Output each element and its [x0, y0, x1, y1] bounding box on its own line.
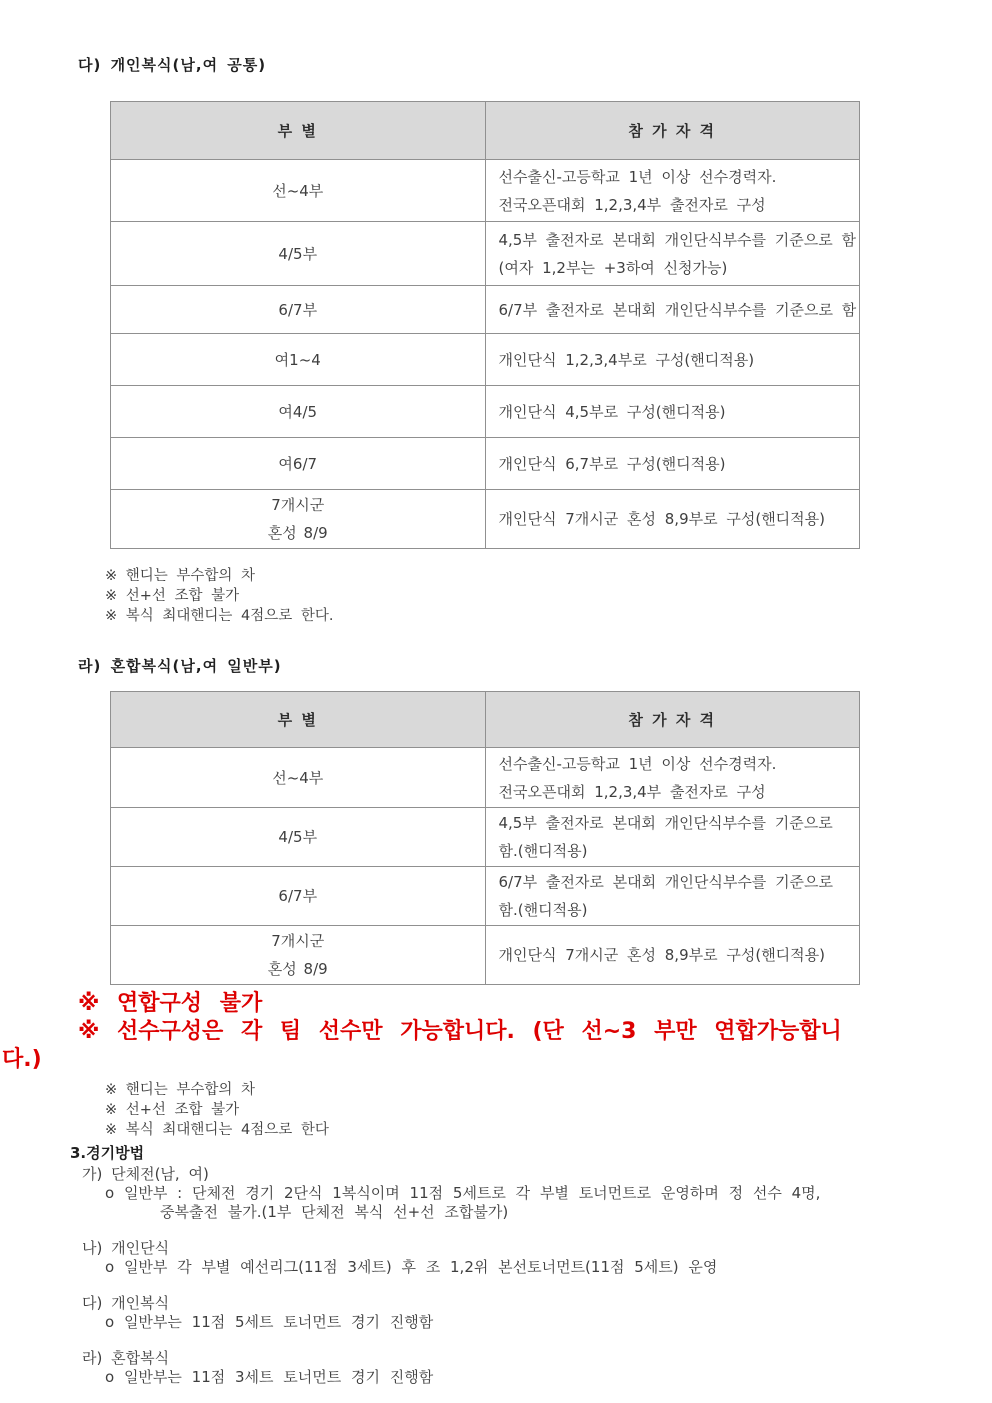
mixed-doubles-table — [110, 691, 860, 985]
note-line: ※ 핸디는 부수합의 차 — [105, 568, 256, 584]
qualification-header-cell: 참 가 자 격 — [485, 692, 860, 748]
table-row — [111, 334, 860, 386]
qualification-cell: 6/7부 출전자로 본대회 개인단식부수를 기준으로 함.(핸디적용) — [485, 867, 860, 926]
qualification-cell: 개인단식 7개시군 혼성 8,9부로 구성(핸디적용) — [485, 926, 860, 985]
qualification-cell: 4,5부 출전자로 본대회 개인단식부수를 기준으로 함 (여자 1,2부는 +3하여 신청가능) — [485, 222, 860, 286]
notes-block-1 — [105, 566, 992, 626]
table-row — [111, 160, 860, 222]
method-item — [0, 1349, 992, 1387]
qualification-cell: 6/7부 출전자로 본대회 개인단식부수를 기준으로 함 — [485, 286, 860, 334]
section-c-title: 다) 개인복식(남,여 공통) — [78, 56, 267, 74]
division-cell: 7개시군 혼성 8/9 — [111, 926, 486, 985]
table-row — [111, 867, 860, 926]
division-header-cell: 부 별 — [111, 692, 486, 748]
red-notice — [0, 990, 992, 1074]
division-cell: 4/5부 — [111, 808, 486, 867]
method-item-label: 나) 개인단식 — [82, 1239, 170, 1257]
method-item-continuation: 중복출전 불가.(1부 단체전 복식 선+선 조합불가) — [160, 1203, 509, 1221]
table-row — [111, 286, 860, 334]
table-row — [111, 386, 860, 438]
qualification-cell: 선수출신-고등학교 1년 이상 선수경력자. 전국오픈대회 1,2,3,4부 출전자로 구성 — [485, 160, 860, 222]
division-header-cell: 부 별 — [111, 102, 486, 160]
individual-doubles-table — [110, 101, 860, 549]
note-line: ※ 복식 최대핸디는 4점으로 한다 — [105, 1122, 329, 1138]
method-title: 3.경기방법 — [70, 1144, 145, 1162]
qualification-cell: 개인단식 6,7부로 구성(핸디적용) — [485, 438, 860, 490]
qualification-cell: 개인단식 4,5부로 구성(핸디적용) — [485, 386, 860, 438]
division-cell: 선~4부 — [111, 160, 486, 222]
section-d-title: 라) 혼합복식(남,여 일반부) — [78, 657, 282, 675]
qualification-cell: 개인단식 7개시군 혼성 8,9부로 구성(핸디적용) — [485, 490, 860, 549]
division-cell: 선~4부 — [111, 748, 486, 808]
division-cell: 여1~4 — [111, 334, 486, 386]
table-row — [111, 808, 860, 867]
division-cell: 6/7부 — [111, 286, 486, 334]
red-notice-line: 다.) — [2, 1047, 42, 1072]
red-notice-line: ※ 연합구성 불가 — [78, 991, 263, 1016]
method-item-label: 가) 단체전(남, 여) — [82, 1165, 209, 1183]
division-cell: 여6/7 — [111, 438, 486, 490]
method-item-label: 라) 혼합복식 — [82, 1349, 170, 1367]
division-cell: 여4/5 — [111, 386, 486, 438]
division-cell: 7개시군 혼성 8/9 — [111, 490, 486, 549]
table-row — [111, 438, 860, 490]
qualification-cell: 선수출신-고등학교 1년 이상 선수경력자. 전국오픈대회 1,2,3,4부 출전자로 구성 — [485, 748, 860, 808]
division-cell: 4/5부 — [111, 222, 486, 286]
note-line: ※ 선+선 조합 불가 — [105, 1102, 240, 1118]
method-item-bullet: o 일반부 각 부별 예선리그(11점 3세트) 후 조 1,2위 본선토너먼트(11점 5세트) 운영 — [105, 1258, 718, 1276]
table-header-row — [111, 102, 860, 160]
qualification-cell: 개인단식 1,2,3,4부로 구성(핸디적용) — [485, 334, 860, 386]
note-line: ※ 복식 최대핸디는 4점으로 한다. — [105, 608, 334, 624]
note-line: ※ 핸디는 부수합의 차 — [105, 1082, 256, 1098]
table-row — [111, 222, 860, 286]
table-row — [111, 748, 860, 808]
table-header-row — [111, 692, 860, 748]
division-cell: 6/7부 — [111, 867, 486, 926]
method-item — [0, 1165, 992, 1222]
method-item-label: 다) 개인복식 — [82, 1294, 170, 1312]
table-row — [111, 926, 860, 985]
note-line: ※ 선+선 조합 불가 — [105, 588, 240, 604]
method-item — [0, 1294, 992, 1332]
red-notice-line: ※ 선수구성은 각 팀 선수만 가능합니다. (단 선~3 부만 연합가능합니 — [78, 1019, 842, 1044]
notes-block-2 — [105, 1080, 992, 1140]
method-item — [0, 1239, 992, 1277]
method-item-bullet: o 일반부 : 단체전 경기 2단식 1복식이며 11점 5세트로 각 부별 토너먼트로 운영하며 정 선수 4명, — [105, 1184, 821, 1202]
method-item-bullet: o 일반부는 11점 3세트 토너먼트 경기 진행함 — [105, 1368, 434, 1386]
method-section — [0, 1165, 992, 1387]
qualification-header-cell: 참 가 자 격 — [485, 102, 860, 160]
qualification-cell: 4,5부 출전자로 본대회 개인단식부수를 기준으로 함.(핸디적용) — [485, 808, 860, 867]
method-item-bullet: o 일반부는 11점 5세트 토너먼트 경기 진행함 — [105, 1313, 434, 1331]
table-row — [111, 490, 860, 549]
